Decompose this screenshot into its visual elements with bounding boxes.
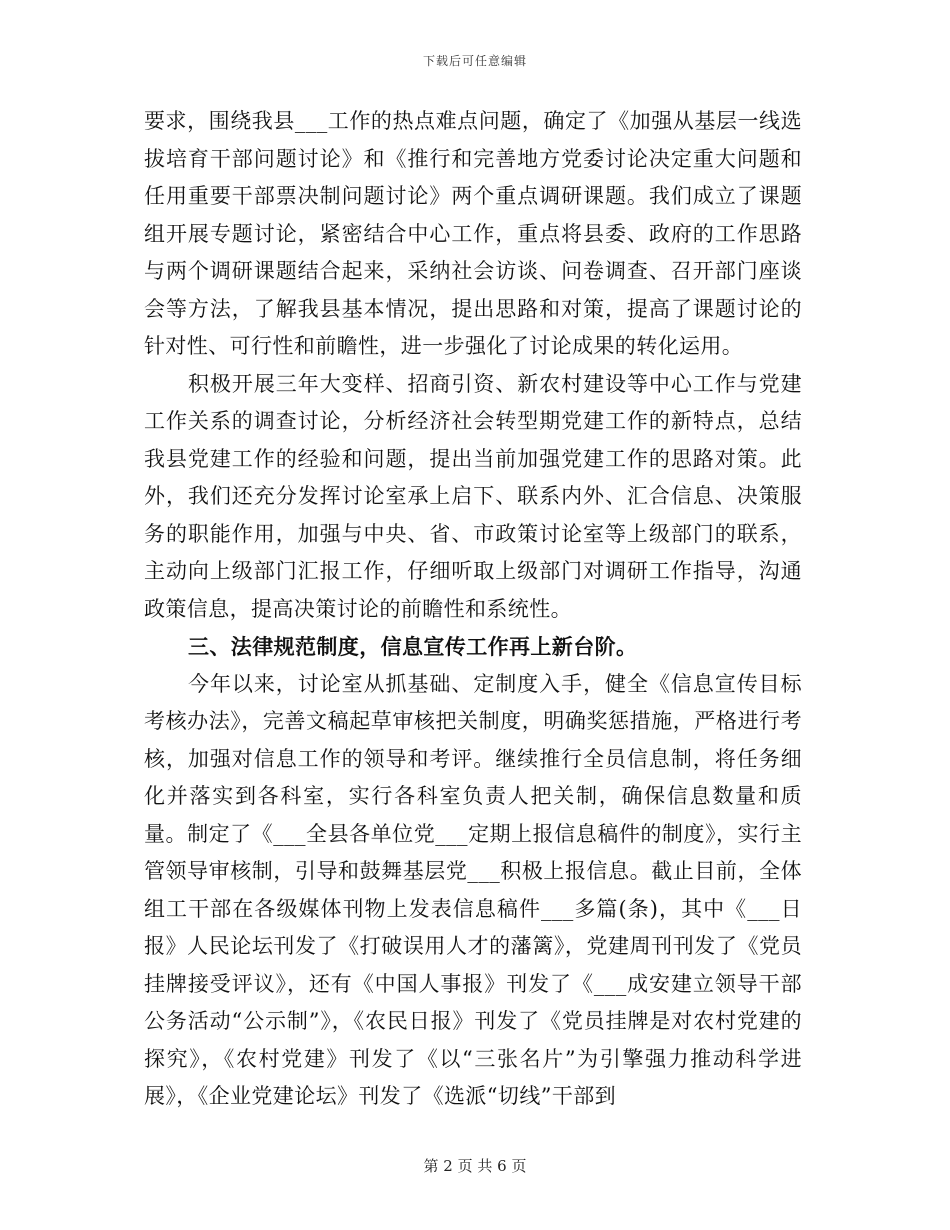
paragraph-research-topics: 要求，围绕我县___工作的热点难点问题，确定了《加强从基层一线选拔培育干部问题讨论》和《推行和完善地方党委讨论决定重大问题和任用重要干部票决制问题讨论》两个重点调研课题。我们成立了课题组开展专题讨论，紧密结合中心工作，重点将县委、政府的工作思路与两个调研课题结合起来，采纳社会访谈、问卷调查、召开部门座谈会等方法，了解我县基本情况，提出思路和对策，提高了课题讨论的针对性、可行性和前瞻性，进一步强化了讨论成果的转化运用。: [144, 109, 802, 358]
page-number-footer: 第 2 页 共 6 页: [423, 1157, 527, 1175]
paragraph-party-building-research: 积极开展三年大变样、招商引资、新农村建设等中心工作与党建工作关系的调查讨论，分析经济社会转型期党建工作的新特点，总结我县党建工作的经验和问题，提出当前加强党建工作的思路对策。此外，我们还充分发挥讨论室承上启下、联系内外、汇合信息、决策服务的职能作用，加强与中央、省、市政策讨论室等上级部门的联系，主动向上级部门汇报工作，仔细听取上级部门对调研工作指导，沟通政策信息，提高决策讨论的前瞻性和系统性。: [144, 371, 802, 621]
page-header-note: 下载后可任意编辑: [422, 54, 527, 68]
document-body: [144, 103, 802, 1116]
section-heading-information-publicity: 三、法律规范制度，信息宣传工作再上新台阶。: [188, 634, 638, 659]
paragraph-information-system: 今年以来，讨论室从抓基础、定制度入手，健全《信息宣传目标考核办法》，完善文稿起草审核把关制度，明确奖惩措施，严格进行考核，加强对信息工作的领导和考评。继续推行全员信息制，将任务细化并落实到各科室，实行各科室负责人把关制，确保信息数量和质量。制定了《___全县各单位党___定期上报信息稿件的制度》，实行主管领导审核制，引导和鼓舞基层党___积极上报信息。截止目前，全体组工干部在各级媒体刊物上发表信息稿件___多篇(条)，其中《___日报》人民论坛刊发了《打破误用人才的藩篱》，党建周刊刊发了《党员挂牌接受评议》，还有《中国人事报》刊发了《___成安建立领导干部公务活动“公示制”》，《农民日报》刊发了《党员挂牌是对农村党建的探究》，《农村党建》刊发了《以“三张名片”为引擎强力推动科学进展》，《企业党建论坛》刊发了《选派“切线”干部到: [144, 671, 802, 1108]
